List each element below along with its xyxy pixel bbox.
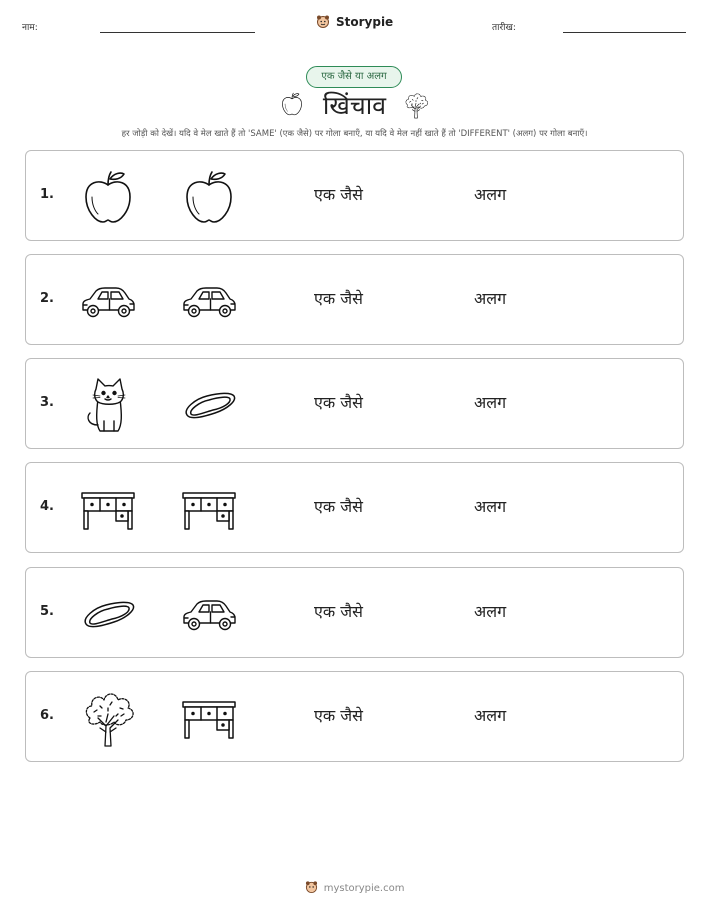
name-line[interactable] <box>100 32 255 33</box>
different-option[interactable]: अलग <box>474 393 507 412</box>
tree-icon <box>78 688 138 748</box>
pair-row <box>25 254 684 345</box>
pair-row <box>25 150 684 241</box>
desk-icon <box>78 479 138 539</box>
brand-name: Storypie <box>335 15 394 29</box>
pair-number: 6. <box>40 708 54 723</box>
worksheet-badge: एक जैसे या अलग <box>306 66 402 88</box>
car-icon <box>78 271 138 331</box>
car-icon <box>179 584 239 644</box>
same-option[interactable]: एक जैसे <box>314 185 363 204</box>
apple-icon <box>78 167 138 227</box>
date-label: तारीख: <box>492 23 516 33</box>
same-option[interactable]: एक जैसे <box>314 393 363 412</box>
brand <box>0 14 709 31</box>
storypie-logo-icon <box>316 14 330 31</box>
different-option[interactable]: अलग <box>474 602 507 621</box>
same-option[interactable]: एक जैसे <box>314 706 363 725</box>
car-icon <box>179 271 239 331</box>
cat-icon <box>78 375 138 435</box>
pair-number: 2. <box>40 291 54 306</box>
date-line[interactable] <box>563 32 686 33</box>
page-title: खिंचाव <box>322 91 387 120</box>
same-option[interactable]: एक जैसे <box>314 497 363 516</box>
pair-row <box>25 358 684 449</box>
tree-icon <box>402 90 430 124</box>
name-label: नाम: <box>22 23 38 33</box>
pair-row <box>25 671 684 762</box>
different-option[interactable]: अलग <box>474 289 507 308</box>
pair-row <box>25 462 684 553</box>
pair-number: 1. <box>40 187 54 202</box>
rubber-band-icon <box>78 584 138 644</box>
pair-number: 4. <box>40 499 54 514</box>
storypie-logo-icon <box>305 880 318 896</box>
different-option[interactable]: अलग <box>474 497 507 516</box>
pair-number: 5. <box>40 604 54 619</box>
footer-site: mystorypie.com <box>323 883 405 894</box>
apple-icon <box>179 167 239 227</box>
desk-icon <box>179 688 239 748</box>
same-option[interactable]: एक जैसे <box>314 289 363 308</box>
footer <box>0 880 709 896</box>
pair-row <box>25 567 684 658</box>
instructions: हर जोड़ी को देखें। यदि वे मेल खाते हैं तो 'SAME' (एक जैसे) पर गोला बनाएँ, या यदि वे मेल नहीं खाते हैं तो 'DIFFERENT' (अलग) पर गोला बनाएँ। <box>121 129 588 139</box>
different-option[interactable]: अलग <box>474 706 507 725</box>
different-option[interactable]: अलग <box>474 185 507 204</box>
desk-icon <box>179 479 239 539</box>
same-option[interactable]: एक जैसे <box>314 602 363 621</box>
rubber-band-icon <box>179 375 239 435</box>
pair-number: 3. <box>40 395 54 410</box>
